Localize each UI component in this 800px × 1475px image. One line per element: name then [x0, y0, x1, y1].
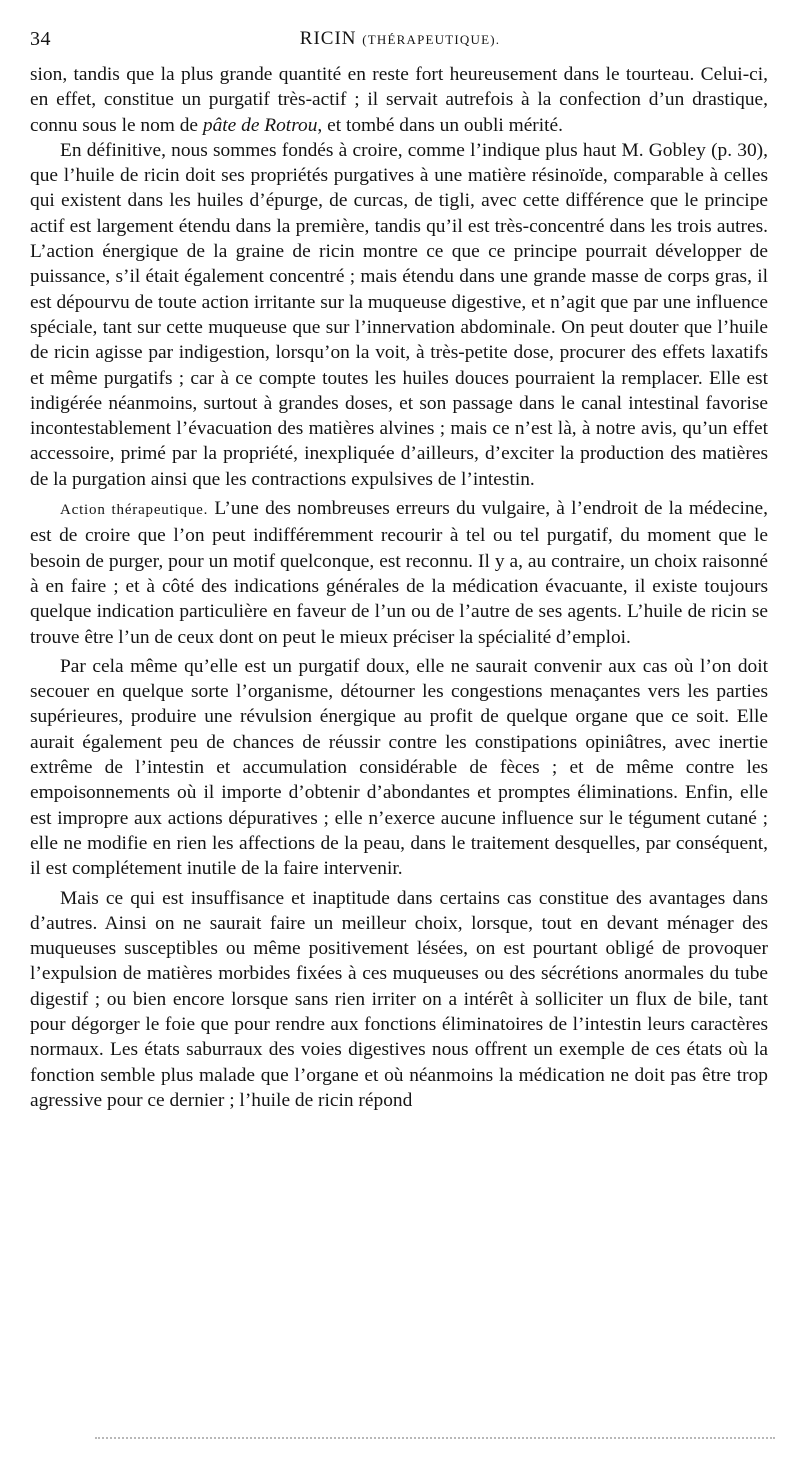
paragraph-text: , et tombé dans un oubli mérité.: [317, 114, 563, 136]
page-header: [30, 28, 770, 58]
paragraph: Par cela même qu’elle est un purgatif doux, elle ne saurait convenir aux cas où l’on doit secouer en quelque sorte l’organisme, détourner les congestions menaçantes vers les parties supérieures, produire une révulsion énergique au profit de quelque organe que ce soit. Elle aurait également peu de chances de réussir contre les constipations opiniâtres, avec inertie extrême de l’intestin et accumulation considérable de fèces ; et de même contre les empoisonnements où il importe d’obtenir d’abondantes et promptes éliminations. Enfin, elle est impropre aux actions dépuratives ; elle n’exerce aucune influence sur le tégument cutané ; elle ne modifie en rien les affections de la peau, dans le traitement desquelles, par conséquent, il est complétement inutile de la faire intervenir.: [30, 655, 768, 880]
page-number: 34: [30, 28, 51, 50]
section-paragraph: [30, 496, 768, 650]
running-title-main: RICIN: [299, 28, 357, 49]
paragraph: En définitive, nous sommes fondés à croire, comme l’indique plus haut M. Gobley (p. 30), que l’huile de ricin doit ses propriétés purgatives à une matière résinoïde, comparable à celles qui existent dans les huiles d’épurge, de curcas, de tigli, avec cette différence que le principe actif est largement étendu dans la première, tandis qu’il est très-concentré dans les trois autres. L’action énergique de la graine de ricin montre ce que ce principe pourrait développer de puissance, s’il était également concentré ; mais étendu dans une grande masse de corps gras, il est dépourvu de toute action irritante sur la muqueuse digestive, et n’agit que par une influence spéciale, tant sur cette muqueuse que sur l’innervation abdominale. On peut douter que l’huile de ricin agisse par indigestion, lorsqu’on la voit, à très-petite dose, procurer des effets laxatifs et même purgatifs ; car à ce compte toutes les huiles douces pourraient la remplacer. Elle est indigérée néanmoins, surtout à grandes doses, et son passage dans le canal intestinal favorise incontestablement l’évacuation des matières alvines ; mais ce n’est là, à notre avis, qu’un effet accessoire, primé par la propriété, inexpliquée d’ailleurs, d’exciter la production des matières de la purgation ainsi que les contractions expulsives de l’intestin.: [30, 139, 768, 490]
italic-term: pâte de Rotrou: [202, 114, 318, 136]
paragraph: Mais ce qui est insuffisance et inaptitude dans certains cas constitue des avantages dans d’autres. Ainsi on ne saurait faire un meilleur choix, lorsque, tout en devant ménager des muqueuses susceptibles ou même positivement lésées, on est pourtant obligé de provoquer l’expulsion de matières morbides fixées à ces muqueuses ou des sécrétions anormales du tube digestif ; ou bien encore lorsque sans rien irriter on a intérêt à solliciter un flux de bile, tant pour dégorger le foie que pour rendre aux fonctions éliminatoires de l’intestin leurs caractères normaux. Les états saburraux des voies digestives nous offrent un exemple de ces états où la fonction semble plus malade que l’organe et où néanmoins la médication ne doit pas être trop agressive pour ce dernier ; l’huile de ricin répond: [30, 887, 768, 1111]
running-title: [30, 28, 770, 50]
section-heading: Action thérapeutique.: [60, 502, 209, 519]
paragraph-text: sion, tandis que la plus grande quantité en reste fort heureusement dans le tourteau. Celui-ci, en effet, constitue un purgatif très-actif ; il servait autrefois à la confection d’un drastique, connu sous le nom de: [30, 64, 768, 136]
paragraph-continuation: [30, 62, 768, 138]
running-title-subtitle: (THÉRAPEUTIQUE).: [362, 32, 501, 47]
body-text: [30, 62, 768, 1113]
paragraph-text: L’une des nombreuses erreurs du vulgaire, à l’endroit de la médecine, est de croire que l’on peut indifféremment recourir à tel ou tel purgatif, du moment que le besoin de purger, pour un motif quelconque, est reconnu. Il y a, au contraire, un choix raisonné à en faire ; et à côté des indications générales de la médication évacuante, il existe toujours quelque indication particulière en faveur de l’un ou de l’autre de ses agents. L’huile de ricin se trouve être l’un de ceux dont on peut le mieux préciser la spécialité d’emploi.: [30, 498, 768, 648]
footer-rule: [95, 1437, 775, 1439]
